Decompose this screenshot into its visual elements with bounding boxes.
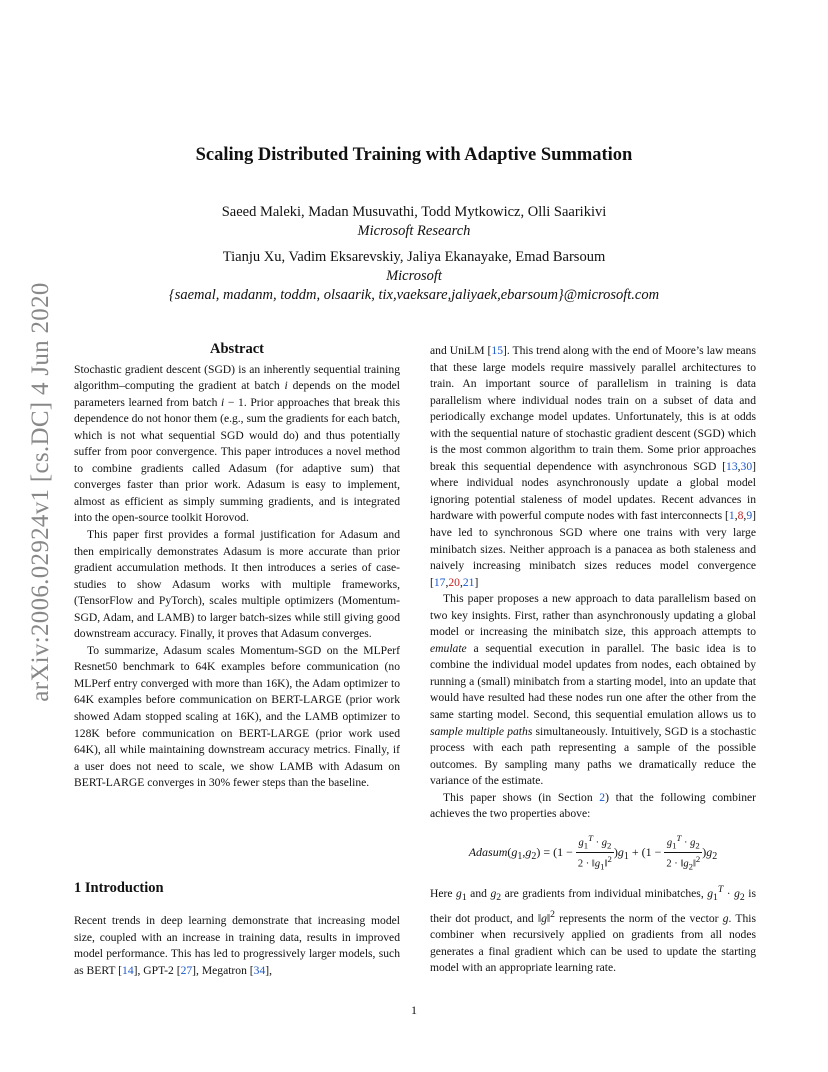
adasum-equation: $Adasum(g_1,g_2) = (1$ − $\frac{g_1^T \cdot g_2}{2 \cdot ‖g_1‖^2}$ )$g_1 + (1$ − $\frac{g_1^T \cdot g_2}{2 \cdot ‖g_2‖^2}$ )$g_2$ [468, 832, 718, 873]
intro-paragraph-3: This paper shows (in Section 2) that the following combiner achieves the two properties above: [430, 790, 756, 821]
intro-column-left [74, 913, 400, 979]
section-1-heading: 1 Introduction [74, 880, 164, 896]
authors-line-1: Saeed Maleki, Madan Musuvathi, Todd Mytkowicz, Olli Saarikivi [221, 204, 607, 220]
intro-paragraph-1-cont: and UniLM [15]. This trend along with the end of Moore’s law means that these large models require massively parallel architectures to train. An important source of parallelism in training is data parallelism where individual nodes train on a subset of data and periodically exchange model updates. Unfortunately, this is at odds with the sequential nature of stochastic gradient descent (SGD) which is the most common algorithm to train them. Some prior approaches break this sequential dependence with asynchronous SGD [13,30] where individual nodes asynchronously update a global model ignoring potential staleness of model updates. Recent advances in hardware with powerful compute nodes with fast interconnects [1,8,9] have led to synchronous SGD where one trains with very large minibatch sizes. Neither approach is a panacea as both staleness and naively increasing minibatch sizes reduces model convergence [17,20,21] [430, 344, 756, 589]
author-block-1 [0, 203, 828, 241]
authors-line-2: Tianju Xu, Vadim Eksarevskiy, Jaliya Ekanayake, Emad Barsoum [222, 249, 606, 265]
author-block-2 [0, 248, 828, 286]
arxiv-stamp [22, 282, 60, 702]
arxiv-id: arXiv:2006.02924v1 [cs.DC] 4 Jun 2020 [27, 282, 54, 702]
intro-column-right [430, 343, 756, 977]
abstract-column [74, 341, 400, 792]
paper-title: Scaling Distributed Training with Adaptive Summation [195, 145, 633, 165]
intro-paragraph-2: This paper proposes a new approach to data parallelism based on two key insights. First, rather than asynchronously updating a global model or increasing the minibatch size, this approach attempts to emulate a sequential execution in parallel. The basic idea is to combine the individual model updates from nodes, each obtained by running a (small) minibatch from a starting model, into an update that would have resulted had these nodes run one after the other from the same starting model. Second, this sequential emulation allows us to sample multiple paths simultaneously. Intuitively, SGD is a stochastic process with each path representing a sample of the possible outcomes. By sampling many paths we dramatically reduce the variance of the estimate. [430, 592, 756, 788]
page-number: 1 [411, 1003, 417, 1017]
affiliation-1: Microsoft Research [357, 223, 471, 239]
abstract-heading: Abstract [210, 341, 264, 357]
abstract-paragraph-2: This paper first provides a formal justification for Adasum and then empirically demonstrates Adasum is more accurate than prior gradient accumulation methods. It then introduces a series of case-studies to show Adasum works with multiple frameworks, (TensorFlow and PyTorch), scales multiple optimizers (Momentum-SGD, Adam, and LAMB) to larger batch-sizes while still giving good downstream accuracy. Finally, it proves that Adasum converges. [74, 528, 400, 641]
affiliation-2: Microsoft [386, 268, 442, 284]
abstract-paragraph-1: Stochastic gradient descent (SGD) is an inherently sequential training algorithm–computing the gradient at batch i depends on the model parameters learned from batch i − 1. Prior approaches that break this dependence do not honor them (e.g., sum the gradients for each batch, which is not what sequential SGD would do) and thus potentially suffer from poor convergence. This paper introduces a novel method to combine gradients called Adasum (for adaptive sum) that converges faster than prior work. Adasum is easy to implement, almost as efficient as simply summing gradients, and is integrated into the open-source toolkit Horovod. [74, 362, 400, 525]
author-emails: {saemal, madanm, toddm, olsaarik, tix,vaeksare,jaliyaek,ebarsoum}@microsoft.com [168, 287, 660, 303]
intro-paragraph-4: Here $g_1$ and $g_2$ are gradients from individual minibatches, $g_1^T \cdot g_2$ is their dot product, and ‖g‖$^2$ represents the norm of the vector g. This combiner when recursively applied on gradients from all nodes generates a final gradient which can be used to update the starting model with an appropriate learning rate. [430, 884, 756, 975]
intro-paragraph-1: Recent trends in deep learning demonstrate that increasing model size, coupled with an increase in training data, results in improved model performance. This has led to progressively larger models, such as BERT [14], GPT-2 [27], Megatron [34], [74, 914, 400, 977]
abstract-paragraph-3: To summarize, Adasum scales Momentum-SGD on the MLPerf Resnet50 benchmark to 64K examples before communication (no MLPerf entry converged with more than 16K), the Adam optimizer to 64K examples before communication on BERT-LARGE (prior work showed Adam stopped scaling at 16K), and the LAMB optimizer to 128K before communication on BERT-LARGE (prior work used 64K), all while maintaining downstream accuracy metrics. Finally, if a user does not need to scale, we show LAMB with Adasum on BERT-LARGE converges in 30% fewer steps than the baseline. [74, 643, 400, 790]
